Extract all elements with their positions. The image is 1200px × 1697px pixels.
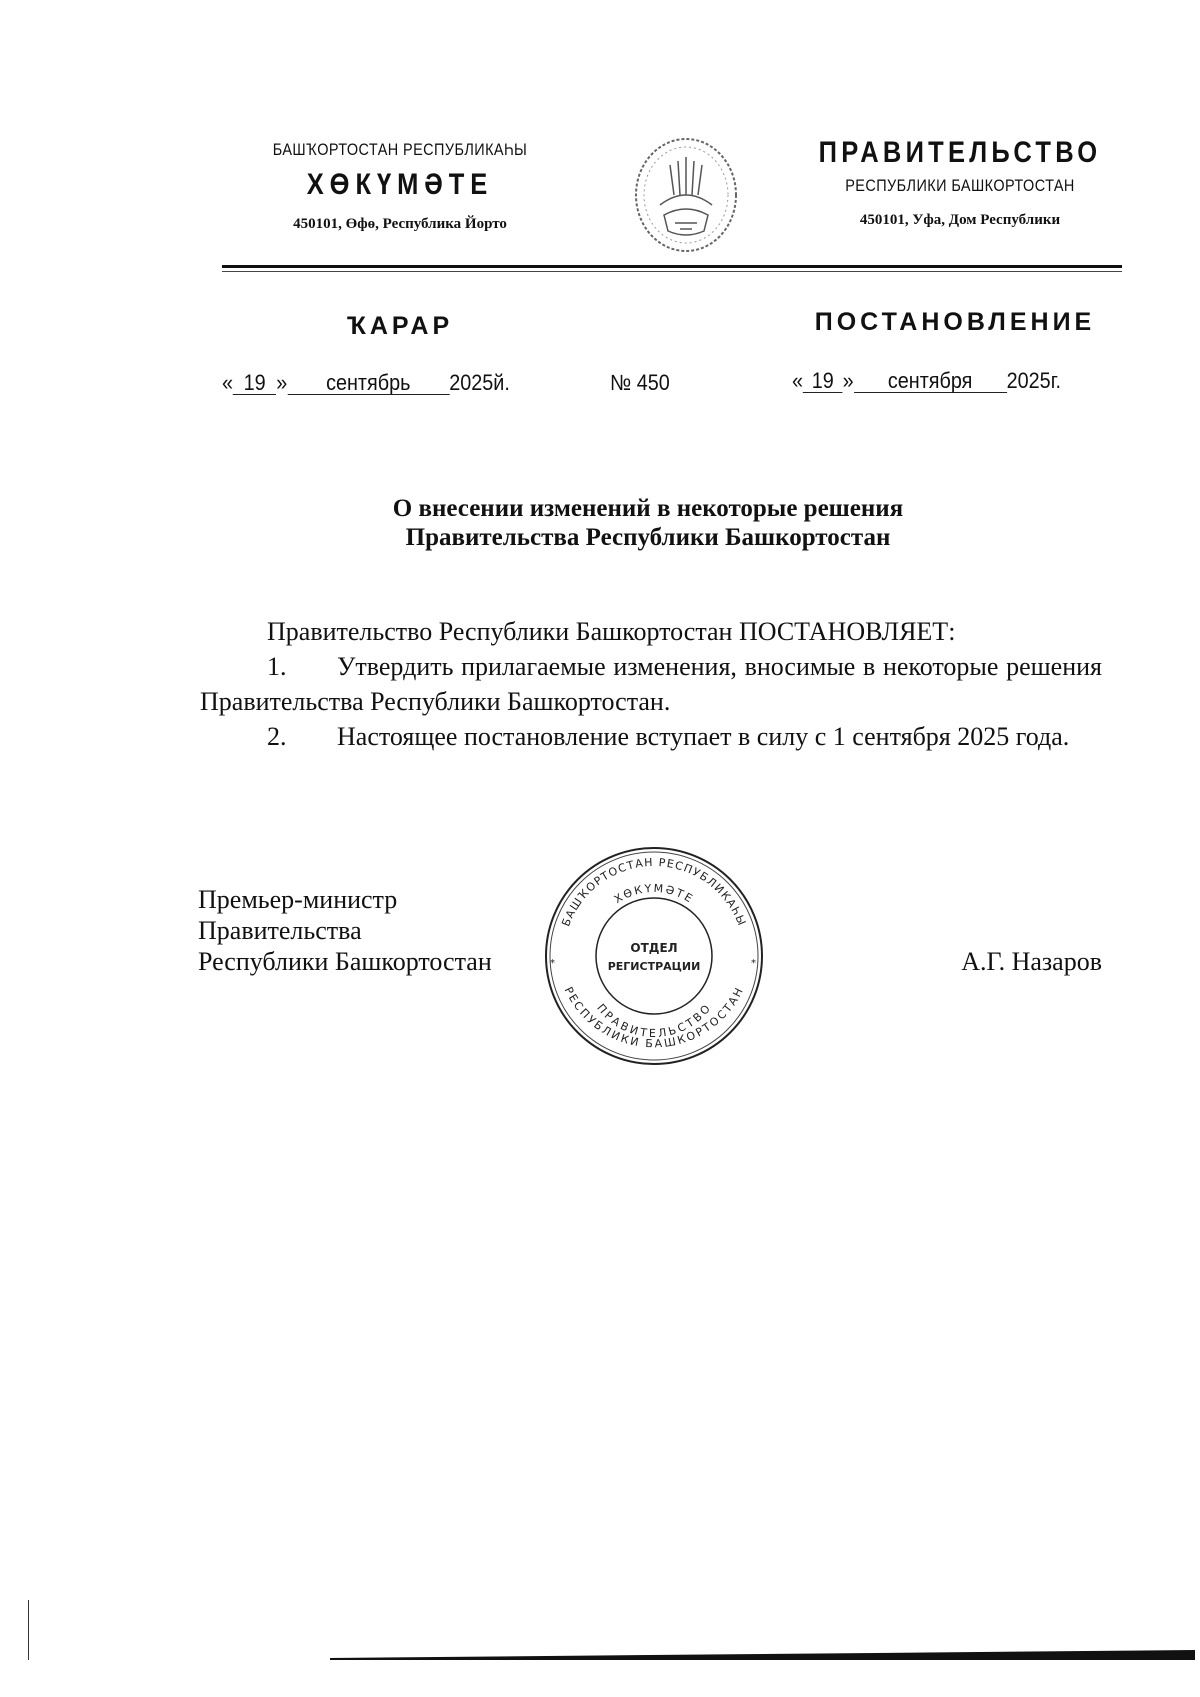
document-title [198, 494, 1098, 552]
letterhead-left-line1: БАШҠОРТОСТАН РЕСПУБЛИКАҺЫ [272, 140, 528, 159]
quote-open: « [792, 368, 804, 393]
stamp-star-icon: * [550, 958, 555, 969]
preamble: Правительство Республики Башкортостан ПОСТАНОВЛЯЕТ: [267, 617, 956, 646]
scan-edge-bottom [330, 1650, 1195, 1660]
item-1 [200, 649, 1102, 719]
position-line3: Республики Башкортостан [198, 947, 492, 976]
doc-type-bashkir: ҠАРАР [346, 312, 454, 340]
item-number: 1. [267, 652, 287, 681]
stamp-outer-top: БАШҠОРТОСТАН РЕСПУБЛИКАҺЫ [559, 855, 749, 929]
quote-close: » [276, 370, 288, 395]
doc-type-russian: ПОСТАНОВЛЕНИЕ [814, 308, 1096, 336]
letterhead-left-line2: ХӨКҮМӘТЕ [306, 168, 494, 201]
item-text: Утвердить прилагаемые изменения, вносимые в некоторые решения Правительства Республики Башкортостан. [200, 652, 1102, 716]
quote-open: « [222, 370, 234, 395]
header-divider [222, 265, 1122, 268]
position-line1: Премьер-министр [198, 885, 398, 914]
letterhead-right-address: 450101, Уфа, Дом Республики [859, 212, 1061, 228]
official-stamp [540, 842, 768, 1070]
scan-edge-left [28, 1600, 29, 1660]
document-number: № 450 [610, 370, 670, 395]
date-year: 2025й. [449, 370, 510, 395]
date-russian [792, 368, 1061, 394]
header-divider-thin [222, 271, 1122, 272]
item-number: 2. [267, 722, 287, 751]
signatory-position [198, 884, 492, 977]
date-month: сентябрь [287, 372, 449, 395]
letterhead-left-address: 450101, Өфө, Республика Йорто [293, 216, 507, 232]
stamp-center-line2: РЕГИСТРАЦИИ [607, 960, 701, 973]
title-line2: Правительства Республики Башкортостан [405, 524, 891, 551]
date-day: 19 [233, 372, 276, 395]
stamp-center-line1: ОТДЕЛ [630, 941, 678, 955]
coat-of-arms-emblem [630, 135, 742, 257]
letterhead-right-line1: ПРАВИТЕЛЬСТВО [818, 136, 1102, 169]
stamp-outer-bottom: РЕСПУБЛИКИ БАШКОРТОСТАН [561, 984, 747, 1051]
document-body [200, 614, 1102, 754]
letterhead-left [200, 140, 600, 233]
date-year: 2025г. [1006, 368, 1062, 393]
item-2 [200, 719, 1102, 754]
title-line1: О внесении изменений в некоторые решения [392, 495, 904, 522]
date-bashkir [222, 370, 510, 396]
signatory-name: А.Г. Назаров [961, 947, 1102, 976]
stamp-inner-top: ХӨКҮМӘТЕ [611, 881, 697, 907]
position-line2: Правительства [198, 916, 362, 945]
item-text: Настоящее постановление вступает в силу с 1 сентября 2025 года. [337, 722, 1070, 751]
letterhead-right [770, 136, 1150, 229]
letterhead-right-line2: РЕСПУБЛИКИ БАШКОРТОСТАН [845, 176, 1075, 195]
date-day: 19 [803, 370, 843, 393]
quote-close: » [842, 368, 854, 393]
stamp-star-icon: * [751, 958, 756, 969]
stamp-inner-bottom: ПРАВИТЕЛЬСТВО [594, 1001, 714, 1041]
date-month: сентября [854, 370, 1007, 393]
